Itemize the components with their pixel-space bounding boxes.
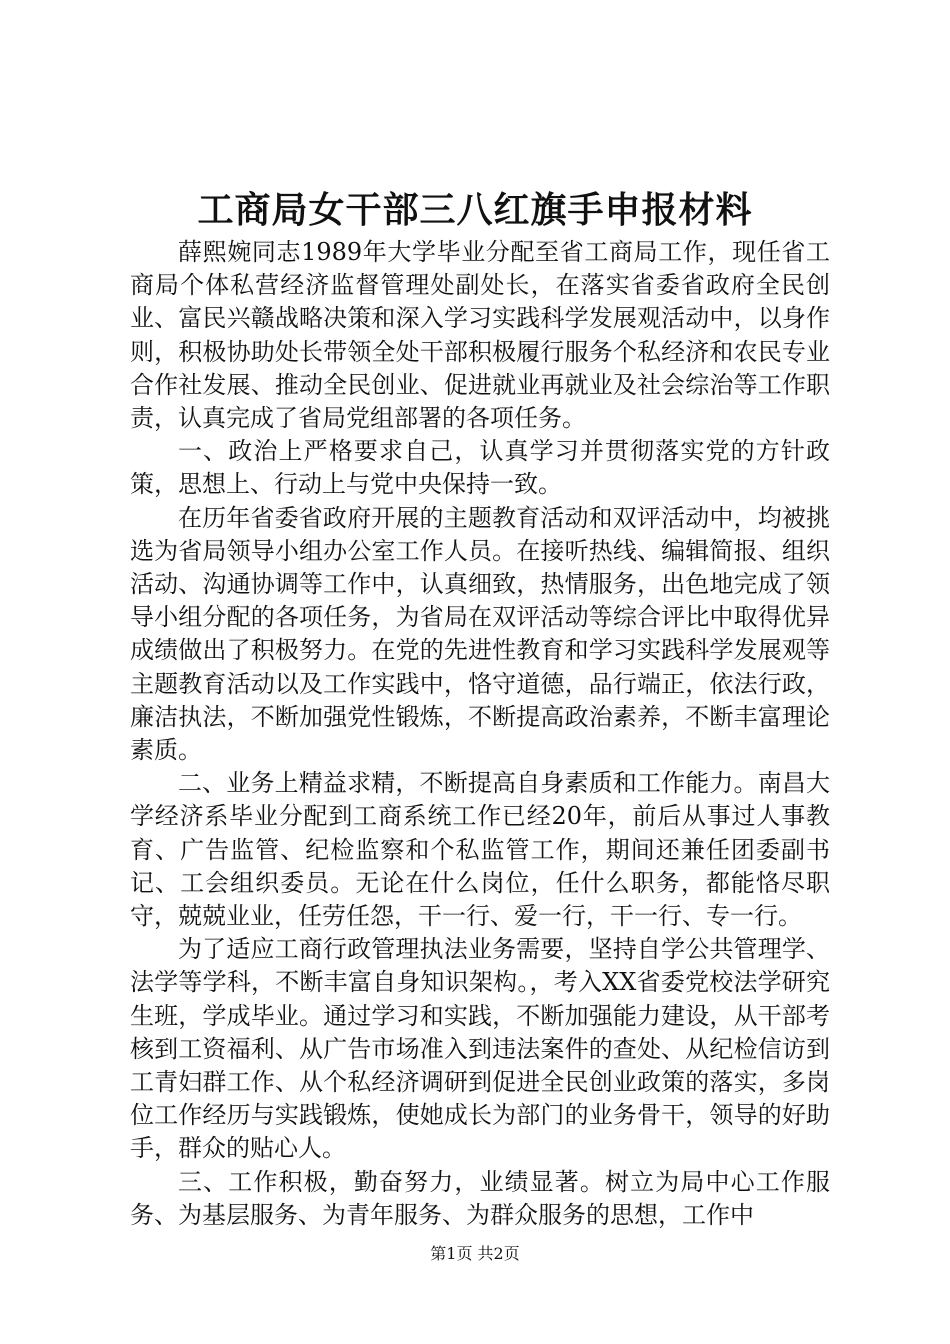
paragraph-section-three-heading: 三、工作积极，勤奋努力，业绩显著。树立为局中心工作服务、为基层服务、为青年服务、为群众服务的思想，工作中 bbox=[130, 1167, 830, 1229]
document-body bbox=[130, 236, 830, 1232]
paragraph-section-two-body: 为了适应工商行政管理执法业务需要，坚持自学公共管理学、法学等学科，不断丰富自身知识架构。，考入XX省委党校法学研究生班，学成毕业。通过学习和实践，不断加强能力建设，从干部考核到工资福利、从广告市场准入到违法案件的查处、从纪检信访到工青妇群工作、从个私经济调研到促进全民创业政策的落实，多岗位工作经历与实践锻炼，使她成长为部门的业务骨干，领导的好助手，群众的贴心人。 bbox=[130, 935, 830, 1163]
paragraph-section-one-heading: 一、政治上严格要求自己，认真学习并贯彻落实党的方针政策，思想上、行动上与党中央保持一致。 bbox=[130, 437, 830, 499]
page-number-footer: 第1页 共2页 bbox=[430, 1244, 520, 1263]
document-title: 工商局女干部三八红旗手申报材料 bbox=[197, 189, 753, 231]
paragraph-intro: 薛熙婉同志1989年大学毕业分配至省工商局工作，现任省工商局个体私营经济监督管理处副处长，在落实省委省政府全民创业、富民兴赣战略决策和深入学习实践科学发展观活动中，以身作则，积极协助处长带领全处干部积极履行服务个私经济和农民专业合作社发展、推动全民创业、促进就业再就业及社会综治等工作职责，认真完成了省局党组部署的各项任务。 bbox=[130, 238, 830, 433]
paragraph-section-two-heading: 二、业务上精益求精，不断提高自身素质和工作能力。南昌大学经济系毕业分配到工商系统工作已经20年，前后从事过人事教育、广告监管、纪检监察和个私监管工作，期间还兼任团委副书记、工会组织委员。无论在什么岗位，任什么职务，都能恪尽职守，兢兢业业，任劳任怨，干一行、爱一行，干一行、专一行。 bbox=[130, 769, 830, 931]
paragraph-section-one-body: 在历年省委省政府开展的主题教育活动和双评活动中，均被挑选为省局领导小组办公室工作人员。在接听热线、编辑简报、组织活动、沟通协调等工作中，认真细致，热情服务，出色地完成了领导小组分配的各项任务，为省局在双评活动等综合评比中取得优异成绩做出了积极努力。在党的先进性教育和学习实践科学发展观等主题教育活动以及工作实践中，恪守道德，品行端正，依法行政，廉洁执法，不断加强党性锻炼，不断提高政治素养，不断丰富理论素质。 bbox=[130, 503, 830, 765]
